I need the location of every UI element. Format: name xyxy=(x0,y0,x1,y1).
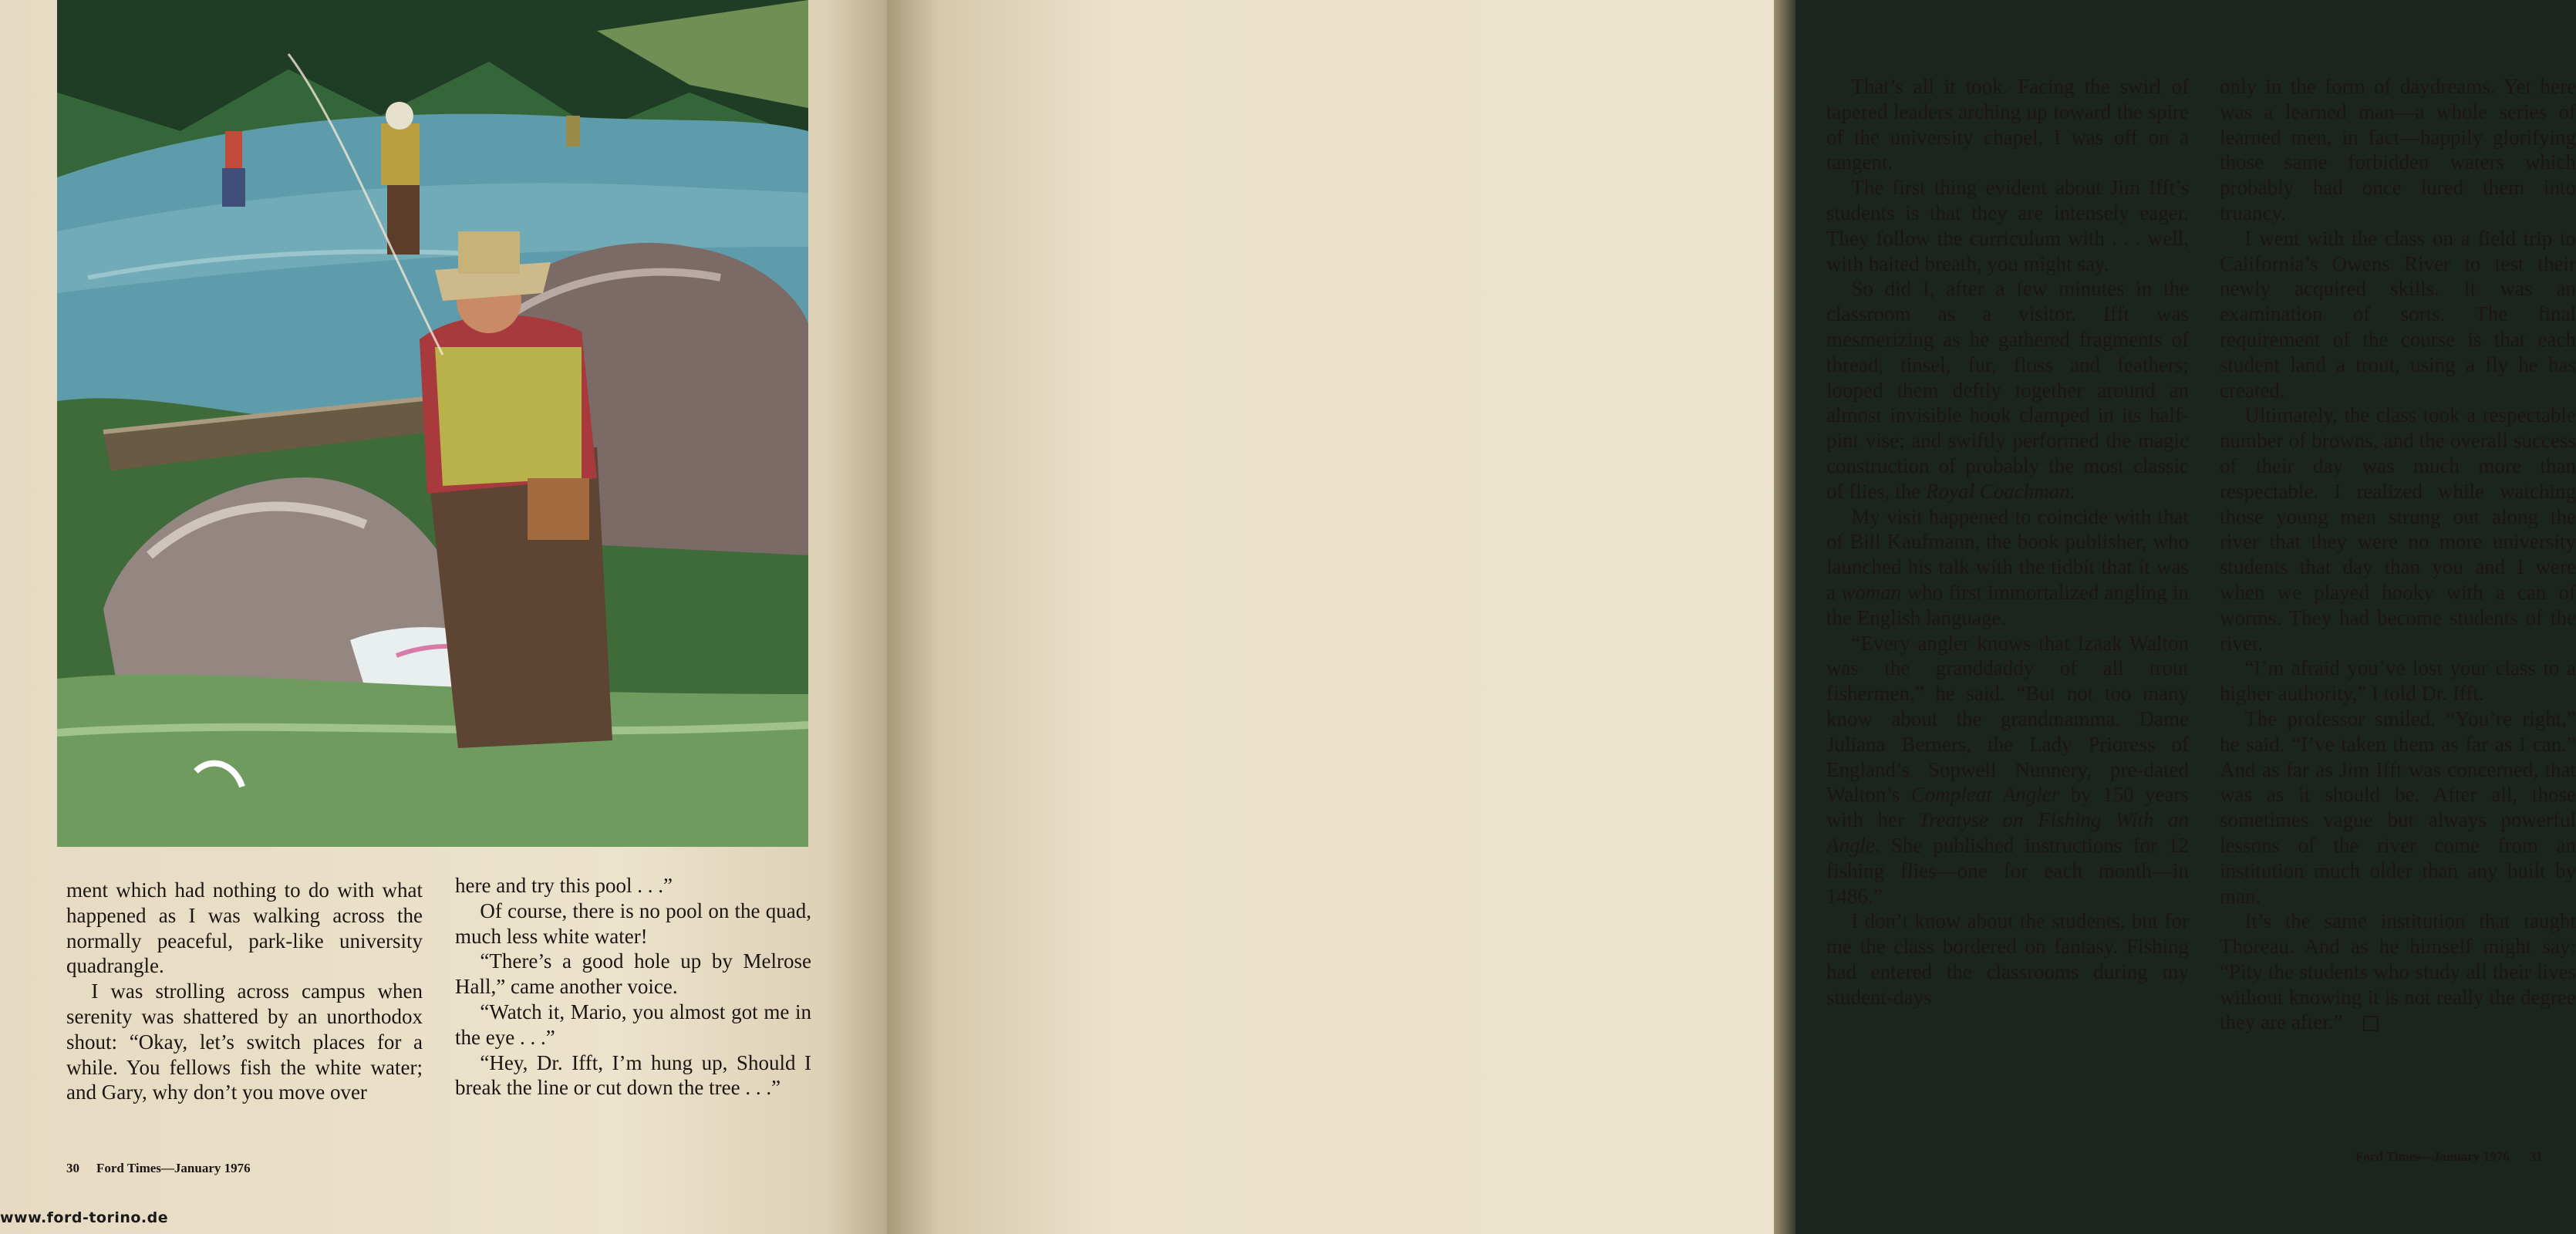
right-page xyxy=(887,0,2576,1234)
paragraph: That’s all it took. Facing the swirl of tapered leaders arching up toward the spire of the university chapel, I was off on a tangent. xyxy=(1826,75,2189,174)
paragraph: I went with the class on a field trip to California’s Owens River to test their newly acquired skills. It was an examination of sorts. The final requirement of the course is that each student land a trout, using a fly he has created. xyxy=(2220,226,2576,402)
paragraph: It’s the same institution that taught Thoreau. And as he himself might say: “Pity the students who study all their lives without knowing it is not really the degree they are after.” xyxy=(2220,909,2576,1034)
paragraph: I don’t know about the students, but for me the class bordered on fantasy. Fishing had entered the classrooms during my student-days xyxy=(1826,909,2189,1009)
paragraph: “Watch it, Mario, you almost got me in the eye . . .” xyxy=(455,1000,811,1049)
paragraph: “Hey, Dr. Ifft, I’m hung up, Should I break the line or cut down the tree . . .” xyxy=(455,1050,811,1100)
paragraph: here and try this pool . . .” xyxy=(455,874,673,897)
right-column-2 xyxy=(2220,74,2576,1035)
paragraph: Ultimately, the class took a respectable number of browns, and the overall success of their day was much more than respectable. I realized while watching those young men strung out along the river that they were no more university students that day than you and I were when we played hooky with a can of worms. They had become students of the river. xyxy=(2220,403,2576,655)
paragraph: “Every angler knows that Izaak Walton was the granddaddy of all trout fishermen,” he said. “But not too many know about the grandmamma. Dame Juliana Berners, the Lady Prioress of England’s Sopwell Nunnery, pre-dated Walton’s Compleat Angler by 150 years with her Treatyse on Fishing With an Angle. She published instructions for 12 fishing flies—one for each month—in 1486.” xyxy=(1826,631,2190,908)
left-page xyxy=(0,0,887,1234)
book-edge xyxy=(1774,0,1795,1234)
paragraph: I was strolling across campus when serenity was shattered by an unorthodox shout: “Okay, let’s switch places for a while. You fellows fish the white water; and Gary, why don’t you move over xyxy=(66,979,423,1104)
right-column-1 xyxy=(1826,74,2189,1010)
paragraph: The professor smiled. “You’re right,” he said. “I’ve taken them as far as I can.” And as far as Jim Ifft was concerned, that was as it should be. After all, those sometimes vague but always powerful lessons of the river come from an institution much older than any built by man. xyxy=(2220,706,2576,908)
fishing-illustration xyxy=(57,0,808,847)
left-column-1 xyxy=(66,878,423,1105)
publication-line: Ford Times—January 1976 xyxy=(2355,1149,2510,1164)
paragraph: only in the form of daydreams. Yet here was a learned man—a whole series of learned men, in fact—happily glorifying those same forbidden waters which probably had once lured them into truancy. xyxy=(2220,75,2576,224)
paragraph: Of course, there is no pool on the quad, much less white water! xyxy=(455,899,811,948)
page-number: 31 xyxy=(2529,1149,2543,1164)
page-number: 30 xyxy=(66,1161,79,1175)
paragraph: So did I, after a few minutes in the classroom as a visitor. Ifft was mesmerizing as he gathered fragments of thread, tinsel, fur, floss and feathers; looped them deftly together around an almost invisible hook clamped in its half-pint vise; and swiftly performed the magic construction of probably the most classic of flies, the Royal Coachman. xyxy=(1826,277,2189,503)
book-title: Treatyse on Fishing With an Angle xyxy=(1826,808,2190,857)
publication-line: Ford Times—January 1976 xyxy=(96,1161,251,1175)
paragraph: The first thing evident about Jim Ifft’s students is that they are intensely eager. They follow the curriculum with . . . well, with baited breath, you might say. xyxy=(1826,176,2189,275)
page-footer xyxy=(66,1161,251,1176)
book-title: Compleat Angler xyxy=(1910,783,2060,807)
watermark: www.ford-torino.de xyxy=(0,1209,169,1226)
paragraph: ment which had nothing to do with what happened as I was walking across the normally peaceful, park-like university quadrangle. xyxy=(66,878,423,978)
paragraph: My visit happened to coincide with that of Bill Kaufmann, the book publisher, who launched his talk with the tidbit that it was a woman who first immortalized angling in the English language. xyxy=(1826,504,2189,629)
left-column-2 xyxy=(455,873,811,1101)
fly-name: Royal Coachman xyxy=(1925,479,2070,503)
page-footer xyxy=(2355,1149,2543,1165)
paragraph: “I’m afraid you’ve lost your class to a higher authority,” I told Dr. Ifft. xyxy=(2220,656,2576,706)
end-of-article-mark xyxy=(2363,1016,2379,1031)
paragraph: “There’s a good hole up by Melrose Hall,” came another voice. xyxy=(455,949,811,999)
